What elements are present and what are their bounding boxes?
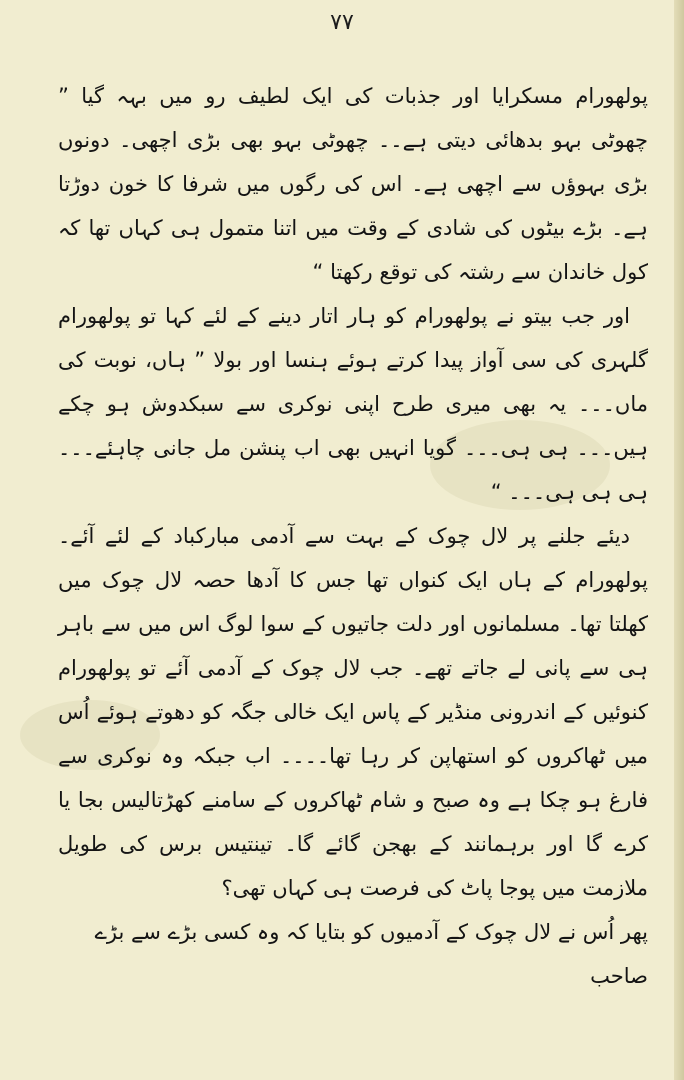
page-spine-shadow [674,0,684,1080]
page-number: ۷۷ [330,10,354,35]
paragraph: پھر اُس نے لال چوک کے آدمیوں کو بتایا کہ وہ کسی بڑے سے بڑے صاحب [94,920,648,988]
paragraph: اور جب بیتو نے پولھورام کو ہار اتار دینے کے لئے کہا تو پولھورام گلہری کی سی آواز پیدا کرتے ہوئے ہنسا اور بولا ” ہاں، نوبت کی ماں۔۔۔ یہ بھی میری طرح اپنی نوکری سے سبکدوش ہو چکے ہیں۔۔۔ ہی ہی۔۔۔ گویا انہیں بھی اب پنشن مل جانی چاہئے۔۔۔ ہی ہی ہی۔۔۔ “ [58,304,648,504]
paragraph: پولھورام مسکرایا اور جذبات کی ایک لطیف رو میں بہہ گیا ” چھوٹی بہو بدھائی دیتی ہے۔۔ چھوٹی بہو بھی بڑی اچھی۔ دونوں بڑی بہوؤں سے اچھی ہے۔ اس کی رگوں میں شرفا کا خون دوڑتا ہے۔ بڑے بیٹوں کی شادی کے وقت میں اتنا متمول ہی کہاں تھا کہ کول خاندان سے رشتہ کی توقع رکھتا “ [58,84,648,284]
paragraph: دیئے جلنے پر لال چوک کے بہت سے آدمی مبارکباد کے لئے آئے۔ پولھورام کے ہاں ایک کنواں تھا جس کا آدھا حصہ لال چوک میں کھلتا تھا۔ مسلمانوں اور دلت جاتیوں کے سوا لوگ اس میں سے باہر ہی سے پانی لے جاتے تھے۔ جب لال چوک کے آدمی آئے تو پولھورام کنوئیں کے اندرونی منڈیر کے پاس ایک خالی جگہ کو دھوتے ہوئے اُس میں ٹھاکروں کو استھاپن کر رہا تھا۔۔۔۔ اب جبکہ وہ نوکری سے فارغ ہو چکا ہے وہ صبح و شام ٹھاکروں کے سامنے کھڑتالیس بجا یا کرے گا اور برہمانند کے بھجن گائے گا۔ تینتیس برس کی طویل ملازمت میں پوجا پاٹ کی فرصت ہی کہاں تھی؟ [58,524,648,900]
body-text [58,74,648,998]
